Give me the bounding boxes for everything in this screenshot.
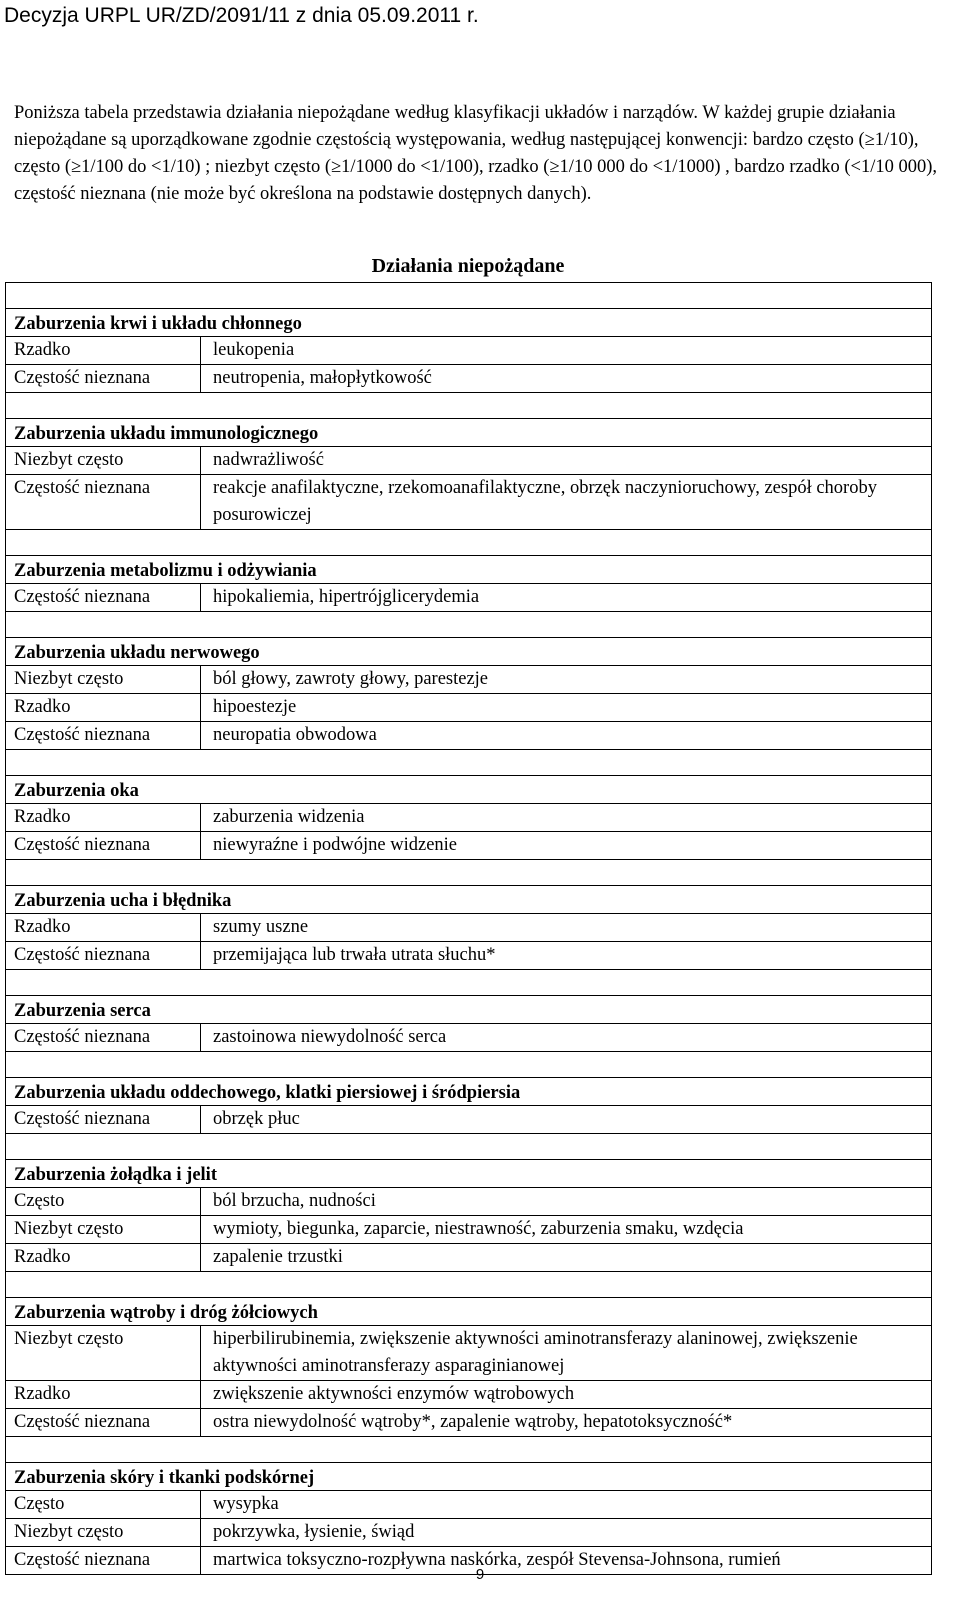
effect-cell: reakcje anafilaktyczne, rzekomoanafilaktyczne, obrzęk naczynioruchowy, zespół choroby posurowiczej: [213, 478, 877, 525]
effect-cell: martwica toksyczno-rozpływna naskórka, zespół Stevensa-Johnsona, rumień: [213, 1550, 781, 1570]
effect-cell: leukopenia: [213, 340, 295, 360]
section-title: Zaburzenia układu nerwowego: [6, 638, 931, 666]
table-row: [6, 365, 931, 393]
section-spacer-row: [6, 1134, 931, 1160]
effect-cell: szumy uszne: [213, 917, 309, 937]
effect-cell: ostra niewydolność wątroby*, zapalenie wątroby, hepatotoksyczność*: [213, 1412, 733, 1432]
table-row: [6, 1381, 931, 1409]
frequency-cell: Częstość nieznana: [6, 832, 201, 859]
effect-cell: zapalenie trzustki: [213, 1247, 343, 1267]
section-title: Zaburzenia skóry i tkanki podskórnej: [6, 1463, 931, 1491]
frequency-cell: Częstość nieznana: [6, 1024, 201, 1051]
frequency-cell: Często: [6, 1491, 201, 1518]
adverse-effects-table: [5, 282, 932, 1575]
table-row: [6, 1244, 931, 1272]
table-row: [6, 1409, 931, 1437]
effect-cell: przemijająca lub trwała utrata słuchu*: [213, 945, 496, 965]
table-row: [6, 832, 931, 860]
section-spacer-row: [6, 1052, 931, 1078]
effect-cell: obrzęk płuc: [213, 1109, 300, 1129]
effect-cell: ból brzucha, nudności: [213, 1191, 376, 1211]
effect-cell: zaburzenia widzenia: [213, 807, 365, 827]
frequency-cell: Rzadko: [6, 804, 201, 831]
effect-cell: pokrzywka, łysienie, świąd: [213, 1522, 415, 1542]
effect-cell: wysypka: [213, 1494, 279, 1514]
section-title: Zaburzenia serca: [6, 996, 931, 1024]
frequency-cell: Niezbyt często: [6, 1519, 201, 1546]
frequency-cell: Niezbyt często: [6, 447, 201, 474]
frequency-cell: Częstość nieznana: [6, 1409, 201, 1436]
table-row: [6, 666, 931, 694]
frequency-cell: Częstość nieznana: [6, 1106, 201, 1133]
effect-cell: zastoinowa niewydolność serca: [213, 1027, 447, 1047]
table-row: [6, 1519, 931, 1547]
section-spacer-row: [6, 1437, 931, 1463]
table-row: [6, 722, 931, 750]
section-title: Zaburzenia oka: [6, 776, 931, 804]
section-title: Zaburzenia ucha i błędnika: [6, 886, 931, 914]
section-title: Zaburzenia układu oddechowego, klatki piersiowej i śródpiersia: [6, 1078, 931, 1106]
table-row: [6, 447, 931, 475]
frequency-cell: Częstość nieznana: [6, 942, 201, 969]
table-row: [6, 1024, 931, 1052]
frequency-cell: Niezbyt często: [6, 666, 201, 693]
frequency-cell: Niezbyt często: [6, 1216, 201, 1243]
section-spacer-row: [6, 750, 931, 776]
section-title: Zaburzenia wątroby i dróg żółciowych: [6, 1298, 931, 1326]
table-title: [0, 253, 960, 279]
section-title: Zaburzenia układu immunologicznego: [6, 419, 931, 447]
table-row: [6, 804, 931, 832]
table-title-text: Działania niepożądane: [371, 255, 565, 277]
section-spacer-row: [6, 283, 931, 309]
frequency-cell: Rzadko: [6, 1381, 201, 1408]
table-row: [6, 1491, 931, 1519]
table-row: [6, 1106, 931, 1134]
section-spacer-row: [6, 1272, 931, 1298]
effect-cell: ból głowy, zawroty głowy, parestezje: [213, 669, 489, 689]
frequency-cell: Rzadko: [6, 1244, 201, 1271]
table-row: [6, 1216, 931, 1244]
frequency-cell: Niezbyt często: [6, 1326, 201, 1380]
table-row: [6, 914, 931, 942]
effect-cell: zwiększenie aktywności enzymów wątrobowych: [213, 1384, 575, 1404]
frequency-cell: Rzadko: [6, 694, 201, 721]
section-spacer-row: [6, 612, 931, 638]
section-title: Zaburzenia metabolizmu i odżywiania: [6, 556, 931, 584]
section-spacer-row: [6, 530, 931, 556]
table-row: [6, 475, 931, 530]
section-title: Zaburzenia krwi i układu chłonnego: [6, 309, 931, 337]
table-row: [6, 337, 931, 365]
table-row: [6, 1326, 931, 1381]
table-row: [6, 584, 931, 612]
effect-cell: hipokaliemia, hipertrójglicerydemia: [213, 587, 480, 607]
frequency-cell: Rzadko: [6, 337, 201, 364]
frequency-cell: Rzadko: [6, 914, 201, 941]
frequency-cell: Częstość nieznana: [6, 1547, 201, 1574]
page-number: 9: [475, 1566, 485, 1583]
section-spacer-row: [6, 860, 931, 886]
effect-cell: neutropenia, małopłytkowość: [213, 368, 432, 388]
section-title: Zaburzenia żołądka i jelit: [6, 1160, 931, 1188]
document-header: Decyzja URPL UR/ZD/2091/11 z dnia 05.09.2011 r.: [4, 4, 479, 27]
intro-paragraph: Poniższa tabela przedstawia działania niepożądane według klasyfikacji układów i narządów. W każdej grupie działania niepożądane są uporządkowane zgodnie częstością występowania, według następującej konwencji: bardzo często (≥1/10), często (≥1/100 do <1/10) ; niezbyt często (≥1/1000 do <1/100), rzadko (≥1/10 000 do <1/1000) , bardzo rzadko (<1/10 000), częstość nieznana (nie może być określona na podstawie dostępnych danych).: [14, 103, 937, 204]
effect-cell: niewyraźne i podwójne widzenie: [213, 835, 458, 855]
effect-cell: hipoestezje: [213, 697, 297, 717]
table-row: [6, 694, 931, 722]
section-spacer-row: [6, 970, 931, 996]
table-row: [6, 942, 931, 970]
frequency-cell: Częstość nieznana: [6, 722, 201, 749]
table-row: [6, 1188, 931, 1216]
frequency-cell: Częstość nieznana: [6, 475, 201, 529]
frequency-cell: Częstość nieznana: [6, 584, 201, 611]
effect-cell: hiperbilirubinemia, zwiększenie aktywności aminotransferazy alaninowej, zwiększenie aktywności aminotransferazy asparaginianowej: [213, 1329, 858, 1376]
frequency-cell: Częstość nieznana: [6, 365, 201, 392]
section-spacer-row: [6, 393, 931, 419]
frequency-cell: Często: [6, 1188, 201, 1215]
effect-cell: neuropatia obwodowa: [213, 725, 377, 745]
effect-cell: wymioty, biegunka, zaparcie, niestrawność, zaburzenia smaku, wzdęcia: [213, 1219, 744, 1239]
effect-cell: nadwrażliwość: [213, 450, 324, 470]
